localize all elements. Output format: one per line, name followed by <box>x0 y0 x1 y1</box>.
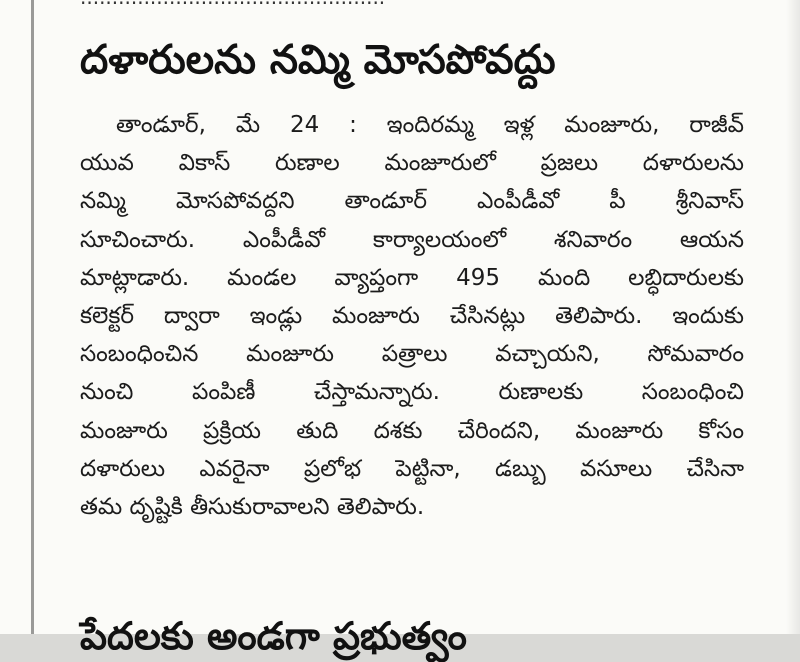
body-line: తమ దృష్టికి తీసుకురావాలని తెలిపారు. <box>80 493 425 520</box>
body-line: యువ వికాస్ రుణాల మంజూరులో ప్రజలు దళారులను <box>80 150 744 177</box>
body-line: సూచించారు. ఎంపీడీవో కార్యాలయంలో శనివారం ఆయన <box>80 226 744 253</box>
page-edge-shadow <box>786 0 800 634</box>
body-line: మంజూరు ప్రక్రియ తుది దశకు చేరిందని, మంజూరు కోసం <box>80 417 744 444</box>
body-line: దళారులు ఎవరైనా ప్రలోభ పెట్టినా, డబ్బు వసూలు చేసినా <box>80 455 744 482</box>
body-line: నుంచి పంపిణీ చేస్తామన్నారు. రుణాలకు సంబంధించి <box>80 379 744 406</box>
previous-article-fragment <box>80 0 540 8</box>
column-rule <box>31 0 34 634</box>
article-body <box>80 106 744 526</box>
body-line: సంబంధించిన మంజూరు పత్రాలు వచ్చాయని, సోమవారం <box>80 341 744 368</box>
body-line: మాట్లాడారు. మండల వ్యాప్తంగా 495 మంది లబ్ధిదారులకు <box>80 264 744 291</box>
body-line: కలెక్టర్ ద్వారా ఇండ్లు మంజూరు చేసినట్లు తెలిపారు. ఇందుకు <box>80 302 744 329</box>
article-headline: దళారులను నమ్మి మోసపోవద్దు <box>80 37 556 83</box>
next-article-headline: పేదలకు అండగా ప్రభుత్వం <box>80 614 467 658</box>
body-line: నమ్మి మోసపోవద్దని తాండూర్ ఎంపీడీవో పీ శ్రీనివాస్ <box>80 188 744 215</box>
body-line: తాండూర్, మే 24 : ఇందిరమ్మ ఇళ్ల మంజూరు, రాజీవ్ <box>116 112 744 138</box>
